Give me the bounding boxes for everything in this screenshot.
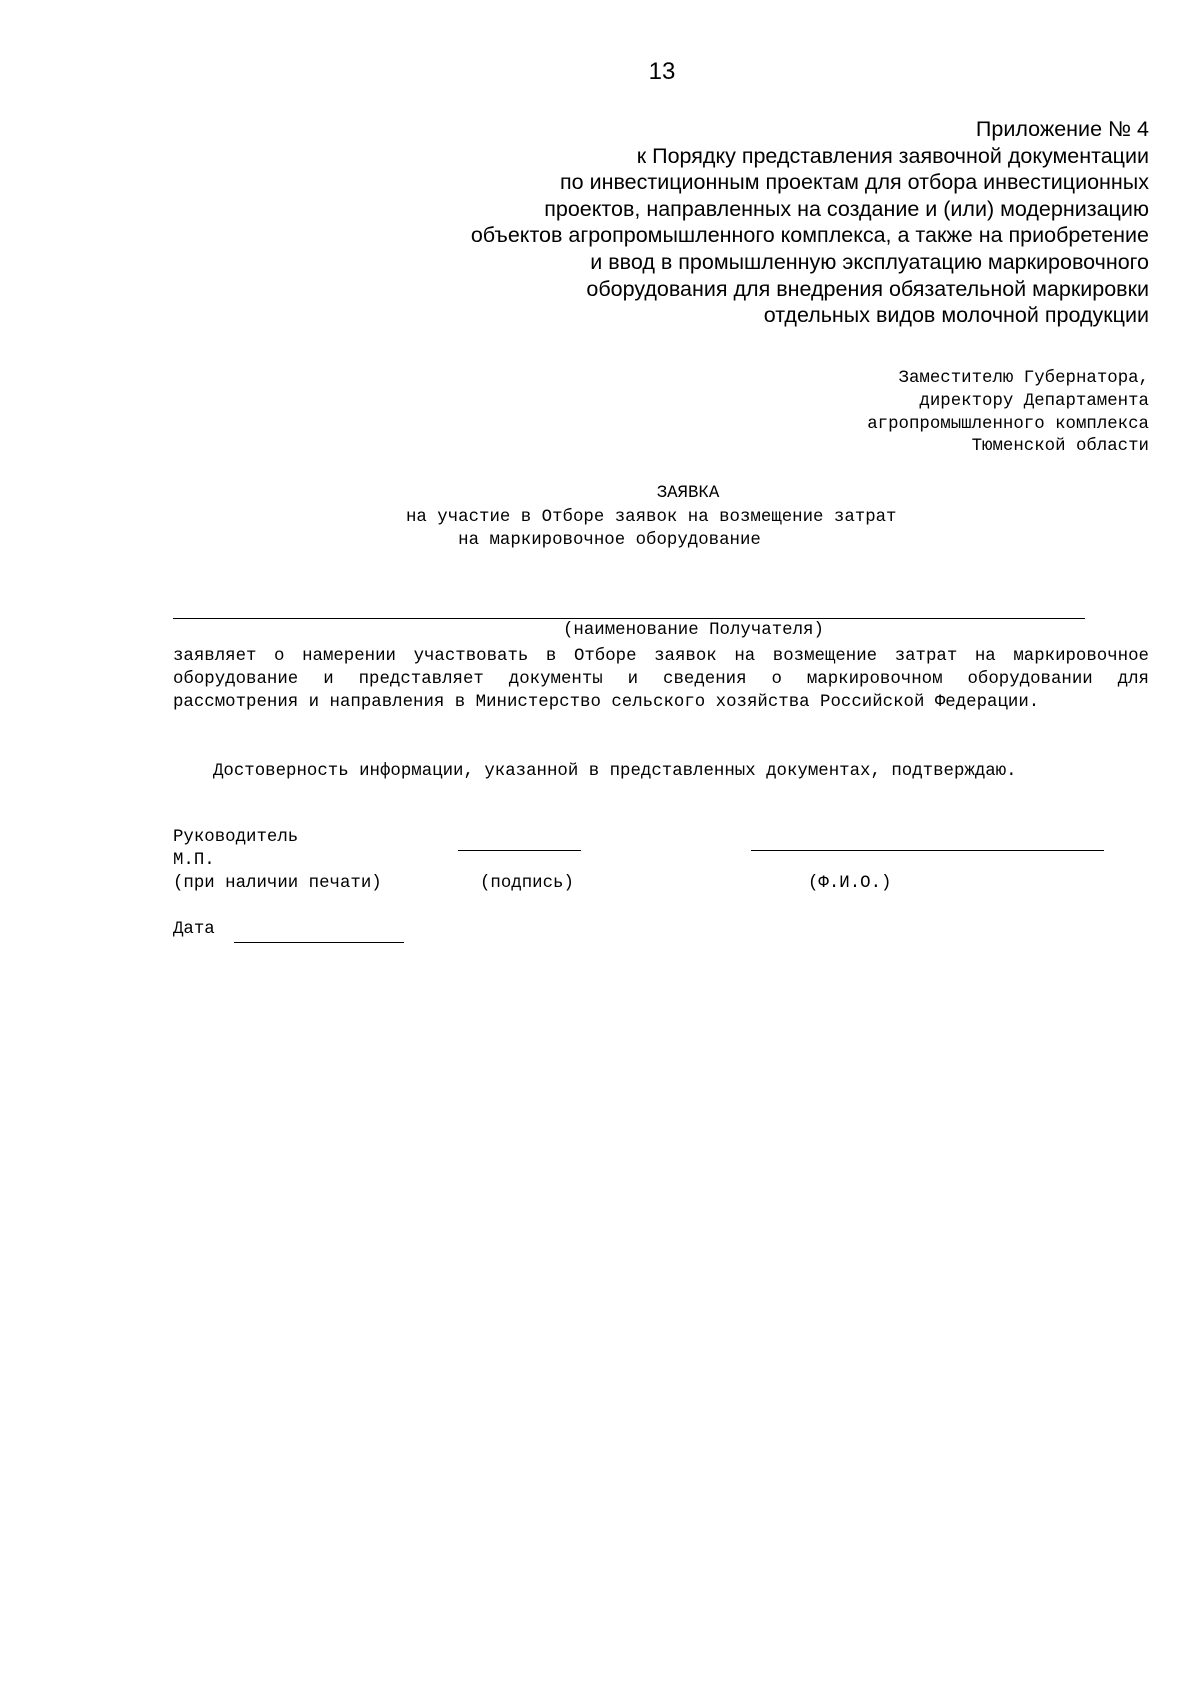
stamp-hint: (при наличии печати) bbox=[173, 874, 382, 893]
appendix-number: Приложение № 4 bbox=[975, 117, 1149, 141]
signature-hint: (подпись) bbox=[480, 874, 574, 893]
date-label: Дата bbox=[173, 920, 215, 939]
application-subtitle bbox=[406, 506, 897, 552]
appendix-line: объектов агропромышленного комплекса, а также на приобретение bbox=[470, 223, 1149, 248]
confirmation-text: Достоверность информации, указанной в представленных документах, подтверждаю. bbox=[213, 762, 1017, 781]
addressee-line: Заместителю Губернатора, bbox=[898, 369, 1149, 388]
addressee-line: агропромышленного комплекса bbox=[867, 414, 1149, 434]
appendix-header bbox=[349, 116, 1149, 329]
appendix-line: проектов, направленных на создание и (или) модернизацию bbox=[544, 196, 1149, 221]
declaration-text: заявляет о намерении участвовать в Отборе заявок на возмещение затрат на маркировочное оборудование и представляет документы и сведения о маркировочном оборудовании для рассмотрения и направления в Министерство сельского хозяйства Российской Федерации. bbox=[173, 647, 1149, 713]
recipient-name-hint: (наименование Получателя) bbox=[563, 621, 824, 640]
signature-field[interactable] bbox=[458, 850, 581, 851]
appendix-line: и ввод в промышленную эксплуатацию маркировочного bbox=[590, 249, 1149, 274]
addressee-block bbox=[549, 368, 1149, 459]
addressee-line: Тюменской области bbox=[971, 437, 1149, 457]
subtitle-line: на маркировочное оборудование bbox=[406, 531, 761, 550]
fio-field[interactable] bbox=[751, 850, 1104, 851]
appendix-line: отдельных видов молочной продукции bbox=[763, 303, 1149, 328]
head-label: Руководитель bbox=[173, 828, 299, 847]
date-field[interactable] bbox=[234, 942, 404, 943]
stamp-label: М.П. bbox=[173, 851, 215, 870]
addressee-line: директору Департамента bbox=[919, 391, 1149, 411]
appendix-line: к Порядку представления заявочной документации bbox=[636, 143, 1149, 168]
application-title: ЗАЯВКА bbox=[656, 484, 720, 503]
recipient-name-field[interactable] bbox=[173, 618, 1085, 619]
subtitle-line: на участие в Отборе заявок на возмещение затрат bbox=[406, 508, 897, 527]
appendix-line: оборудования для внедрения обязательной маркировки bbox=[586, 276, 1149, 301]
page-number: 13 bbox=[648, 58, 676, 85]
fio-hint: (Ф.И.О.) bbox=[808, 874, 892, 893]
appendix-line: по инвестиционным проектам для отбора инвестиционных bbox=[560, 170, 1149, 195]
